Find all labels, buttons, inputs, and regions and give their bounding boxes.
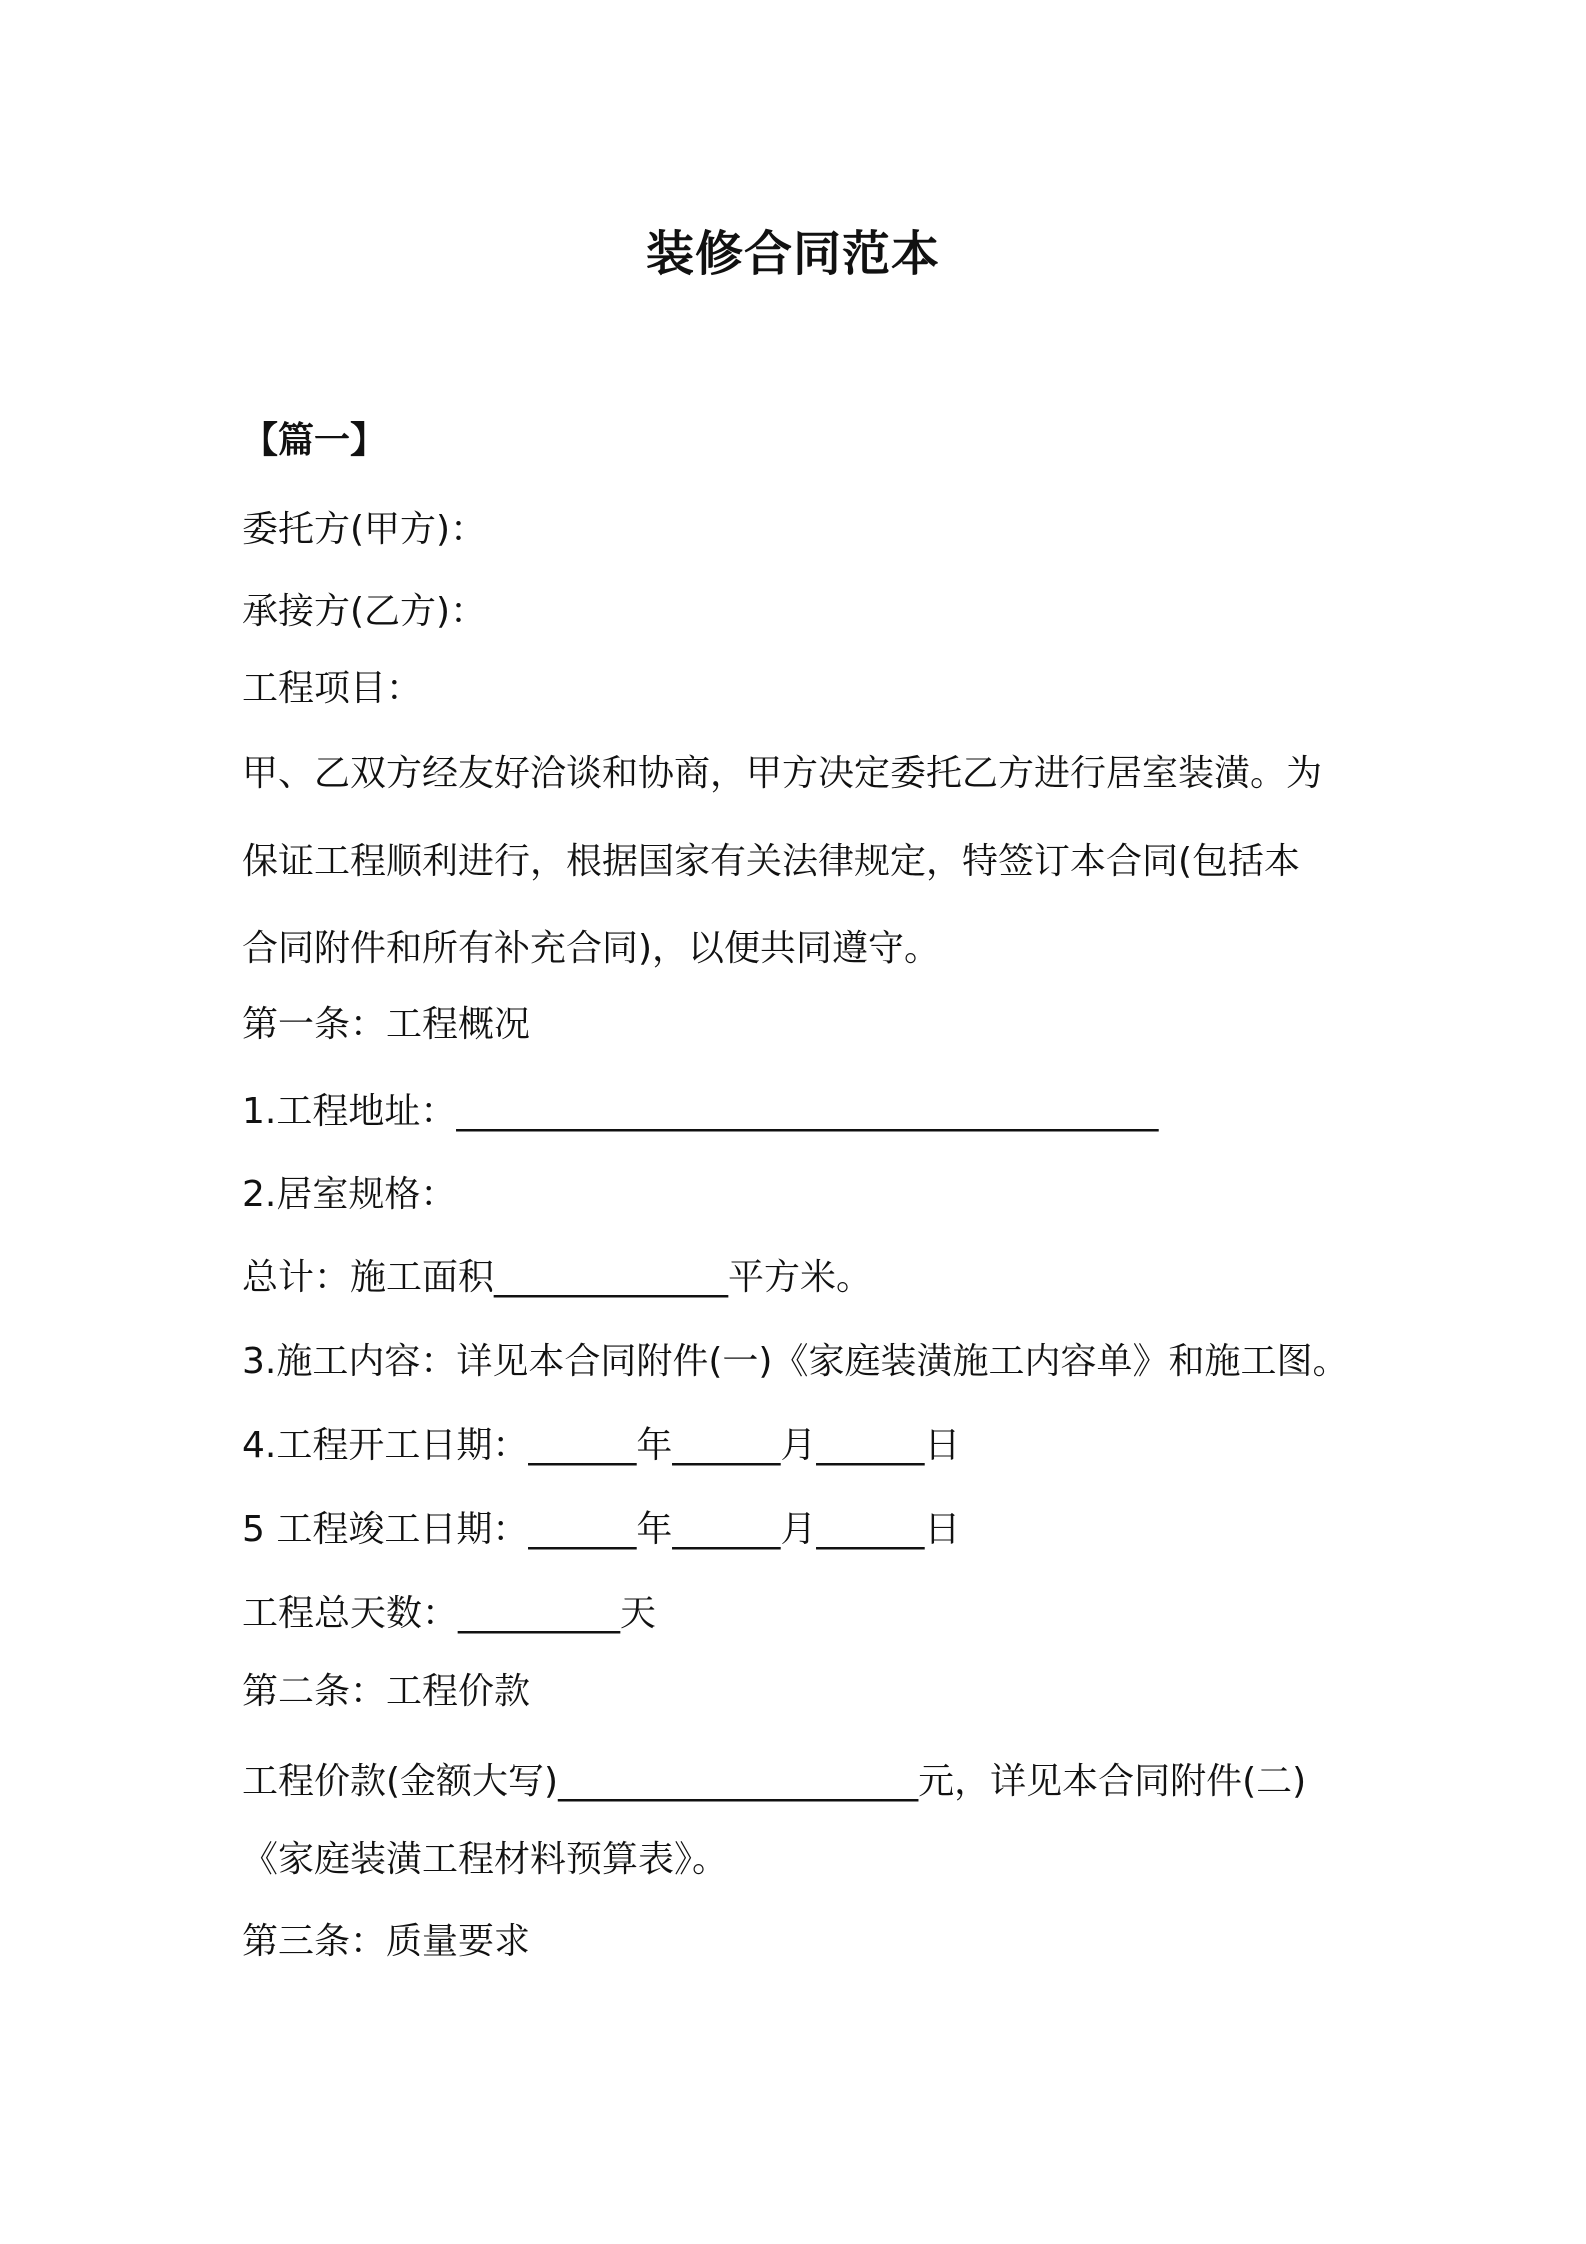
price-line-2: 《家庭装潢工程材料预算表》。	[242, 1839, 729, 1880]
completion-date-line: 5 工程竣工日期：______年______月______日	[242, 1509, 961, 1550]
document-title: 装修合同范本	[645, 226, 940, 282]
intro-line-3: 合同附件和所有补充合同)，以便共同遵守。	[242, 928, 941, 969]
article-3-heading: 第三条：质量要求	[242, 1921, 531, 1962]
project-address-line: 1.工程地址：_______________________________________	[242, 1091, 1159, 1132]
party-b-line: 承接方(乙方)：	[242, 591, 487, 632]
construction-content-line: 3.施工内容：详见本合同附件(一)《家庭装潢施工内容单》和施工图。	[242, 1341, 1349, 1382]
intro-line-1: 甲、乙双方经友好洽谈和协商，甲方决定委托乙方进行居室装潢。为	[242, 753, 1323, 794]
total-days-line: 工程总天数：_________天	[242, 1593, 657, 1634]
article-2-heading: 第二条：工程价款	[242, 1671, 531, 1712]
room-spec-line: 2.居室规格：	[242, 1174, 457, 1215]
project-line: 工程项目：	[242, 668, 423, 709]
intro-line-2: 保证工程顺利进行，根据国家有关法律规定，特签订本合同(包括本	[242, 841, 1301, 882]
party-a-line: 委托方(甲方)：	[242, 509, 487, 550]
article-1-heading: 第一条：工程概况	[242, 1004, 531, 1045]
start-date-line: 4.工程开工日期：______年______月______日	[242, 1425, 961, 1466]
section-label: 【篇一】	[242, 420, 387, 461]
total-area-line: 总计：施工面积_____________平方米。	[242, 1257, 873, 1298]
price-line-1: 工程价款(金额大写)____________________元，详见本合同附件(二)	[242, 1761, 1307, 1802]
